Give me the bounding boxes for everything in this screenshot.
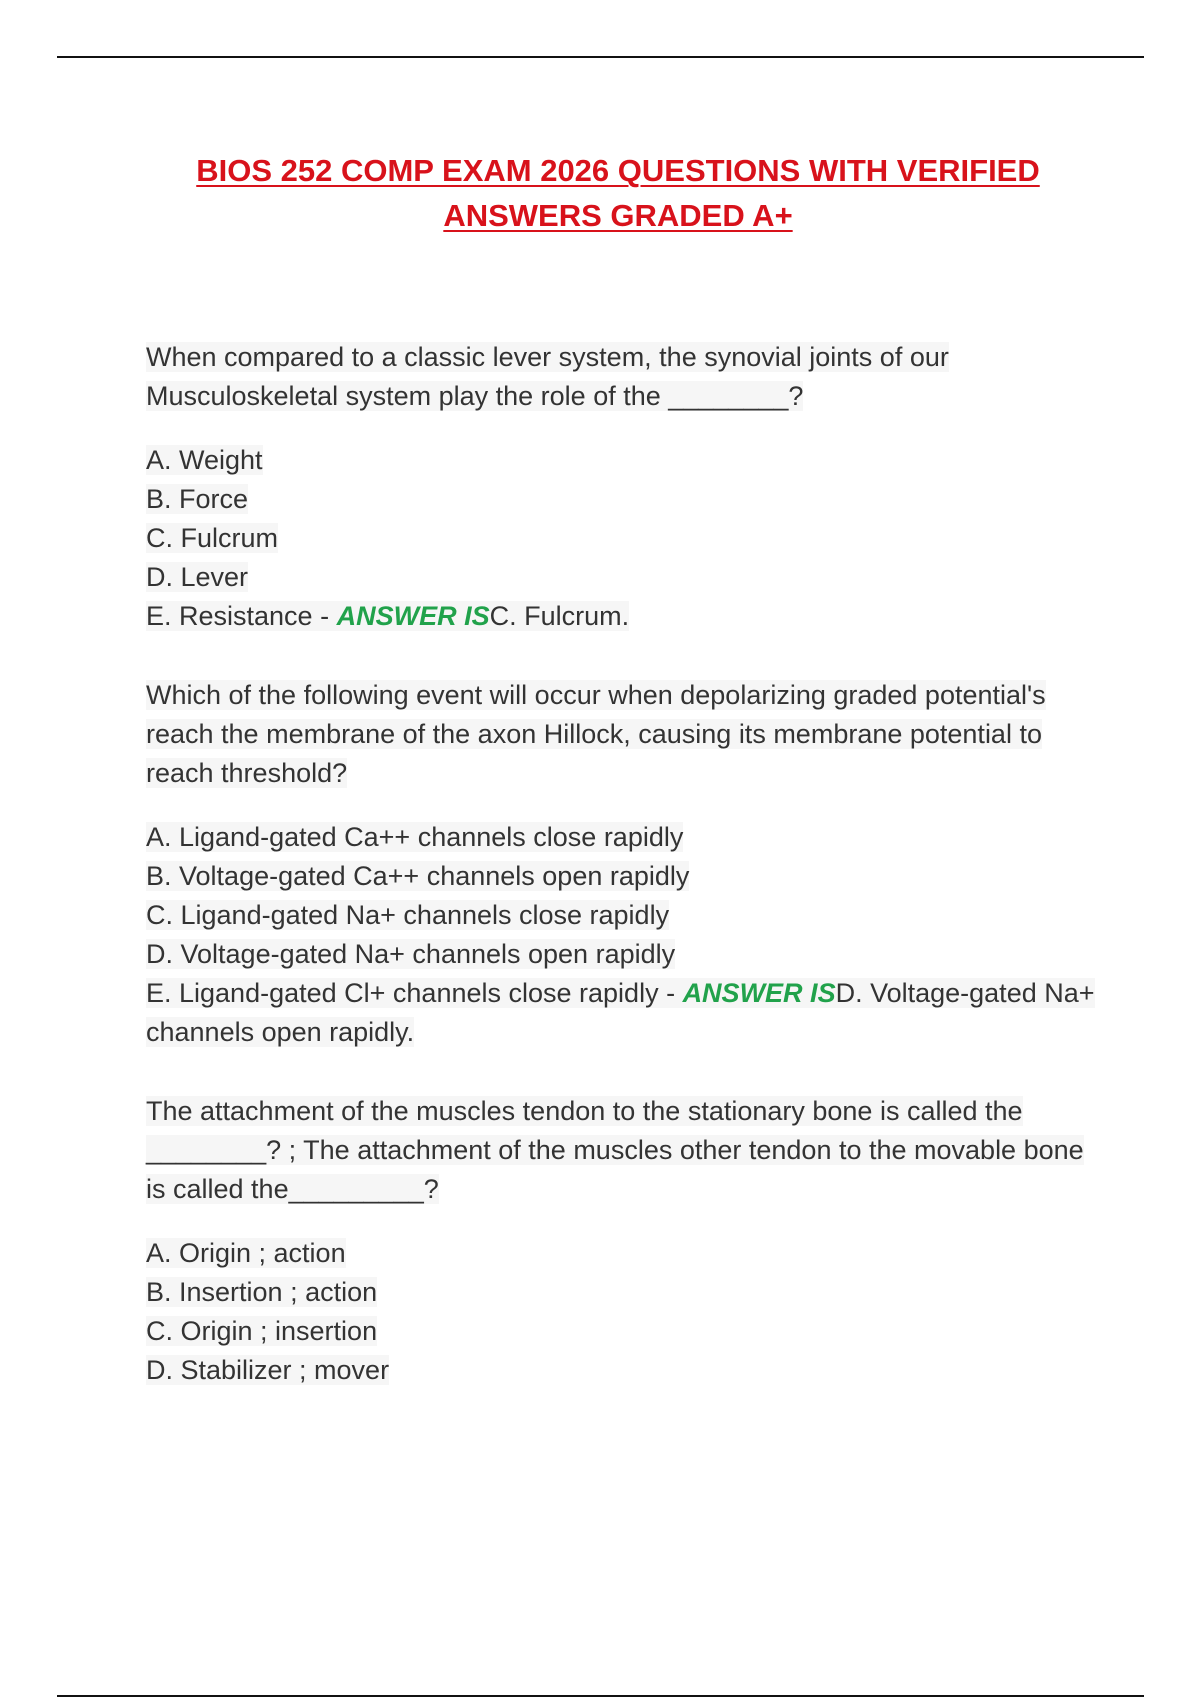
option-c: C. Ligand-gated Na+ channels close rapidly	[146, 900, 670, 930]
question-3-options	[146, 1234, 1106, 1390]
question-1-options	[146, 441, 1106, 636]
title-line-2: ANSWERS GRADED A+	[443, 198, 793, 233]
question-2	[146, 676, 1106, 793]
option-d: D. Stabilizer ; mover	[146, 1355, 390, 1385]
option-c: C. Origin ; insertion	[146, 1316, 378, 1346]
answer-label: ANSWER IS	[336, 601, 490, 631]
bottom-rule	[57, 1695, 1144, 1697]
top-rule	[57, 56, 1144, 58]
answer-text: D. Voltage-gated Na+ channels open rapidly.	[146, 978, 1095, 1047]
question-text: The attachment of the muscles tendon to the stationary bone is called the ________? ; The attachment of the muscles other tendon to the movable bone is called the_________?	[146, 1096, 1084, 1204]
option-b: B. Voltage-gated Ca++ channels open rapidly	[146, 861, 690, 891]
option-e: E. Resistance - ANSWER ISC. Fulcrum.	[146, 601, 630, 631]
option-a: A. Ligand-gated Ca++ channels close rapidly	[146, 822, 684, 852]
option-e: E. Ligand-gated Cl+ channels close rapidly - ANSWER ISD. Voltage-gated Na+ channels open rapidly.	[146, 978, 1095, 1047]
question-2-options	[146, 818, 1106, 1052]
title-line-1: BIOS 252 COMP EXAM 2026 QUESTIONS WITH VERIFIED	[196, 153, 1040, 188]
answer-text: C. Fulcrum.	[489, 601, 630, 631]
option-b: B. Insertion ; action	[146, 1277, 378, 1307]
answer-label: ANSWER IS	[682, 978, 836, 1008]
question-1	[146, 338, 1106, 416]
document-title	[0, 148, 1200, 238]
option-d: D. Voltage-gated Na+ channels open rapidly	[146, 939, 676, 969]
option-d: D. Lever	[146, 562, 249, 592]
option-a: A. Origin ; action	[146, 1238, 346, 1268]
document-body	[146, 338, 1106, 1430]
question-3	[146, 1092, 1106, 1209]
option-c: C. Fulcrum	[146, 523, 279, 553]
option-a: A. Weight	[146, 445, 263, 475]
question-text: When compared to a classic lever system, the synovial joints of our Musculoskeletal system play the role of the ________?	[146, 342, 949, 411]
option-b: B. Force	[146, 484, 249, 514]
question-text: Which of the following event will occur when depolarizing graded potential's reach the membrane of the axon Hillock, causing its membrane potential to reach threshold?	[146, 680, 1046, 788]
